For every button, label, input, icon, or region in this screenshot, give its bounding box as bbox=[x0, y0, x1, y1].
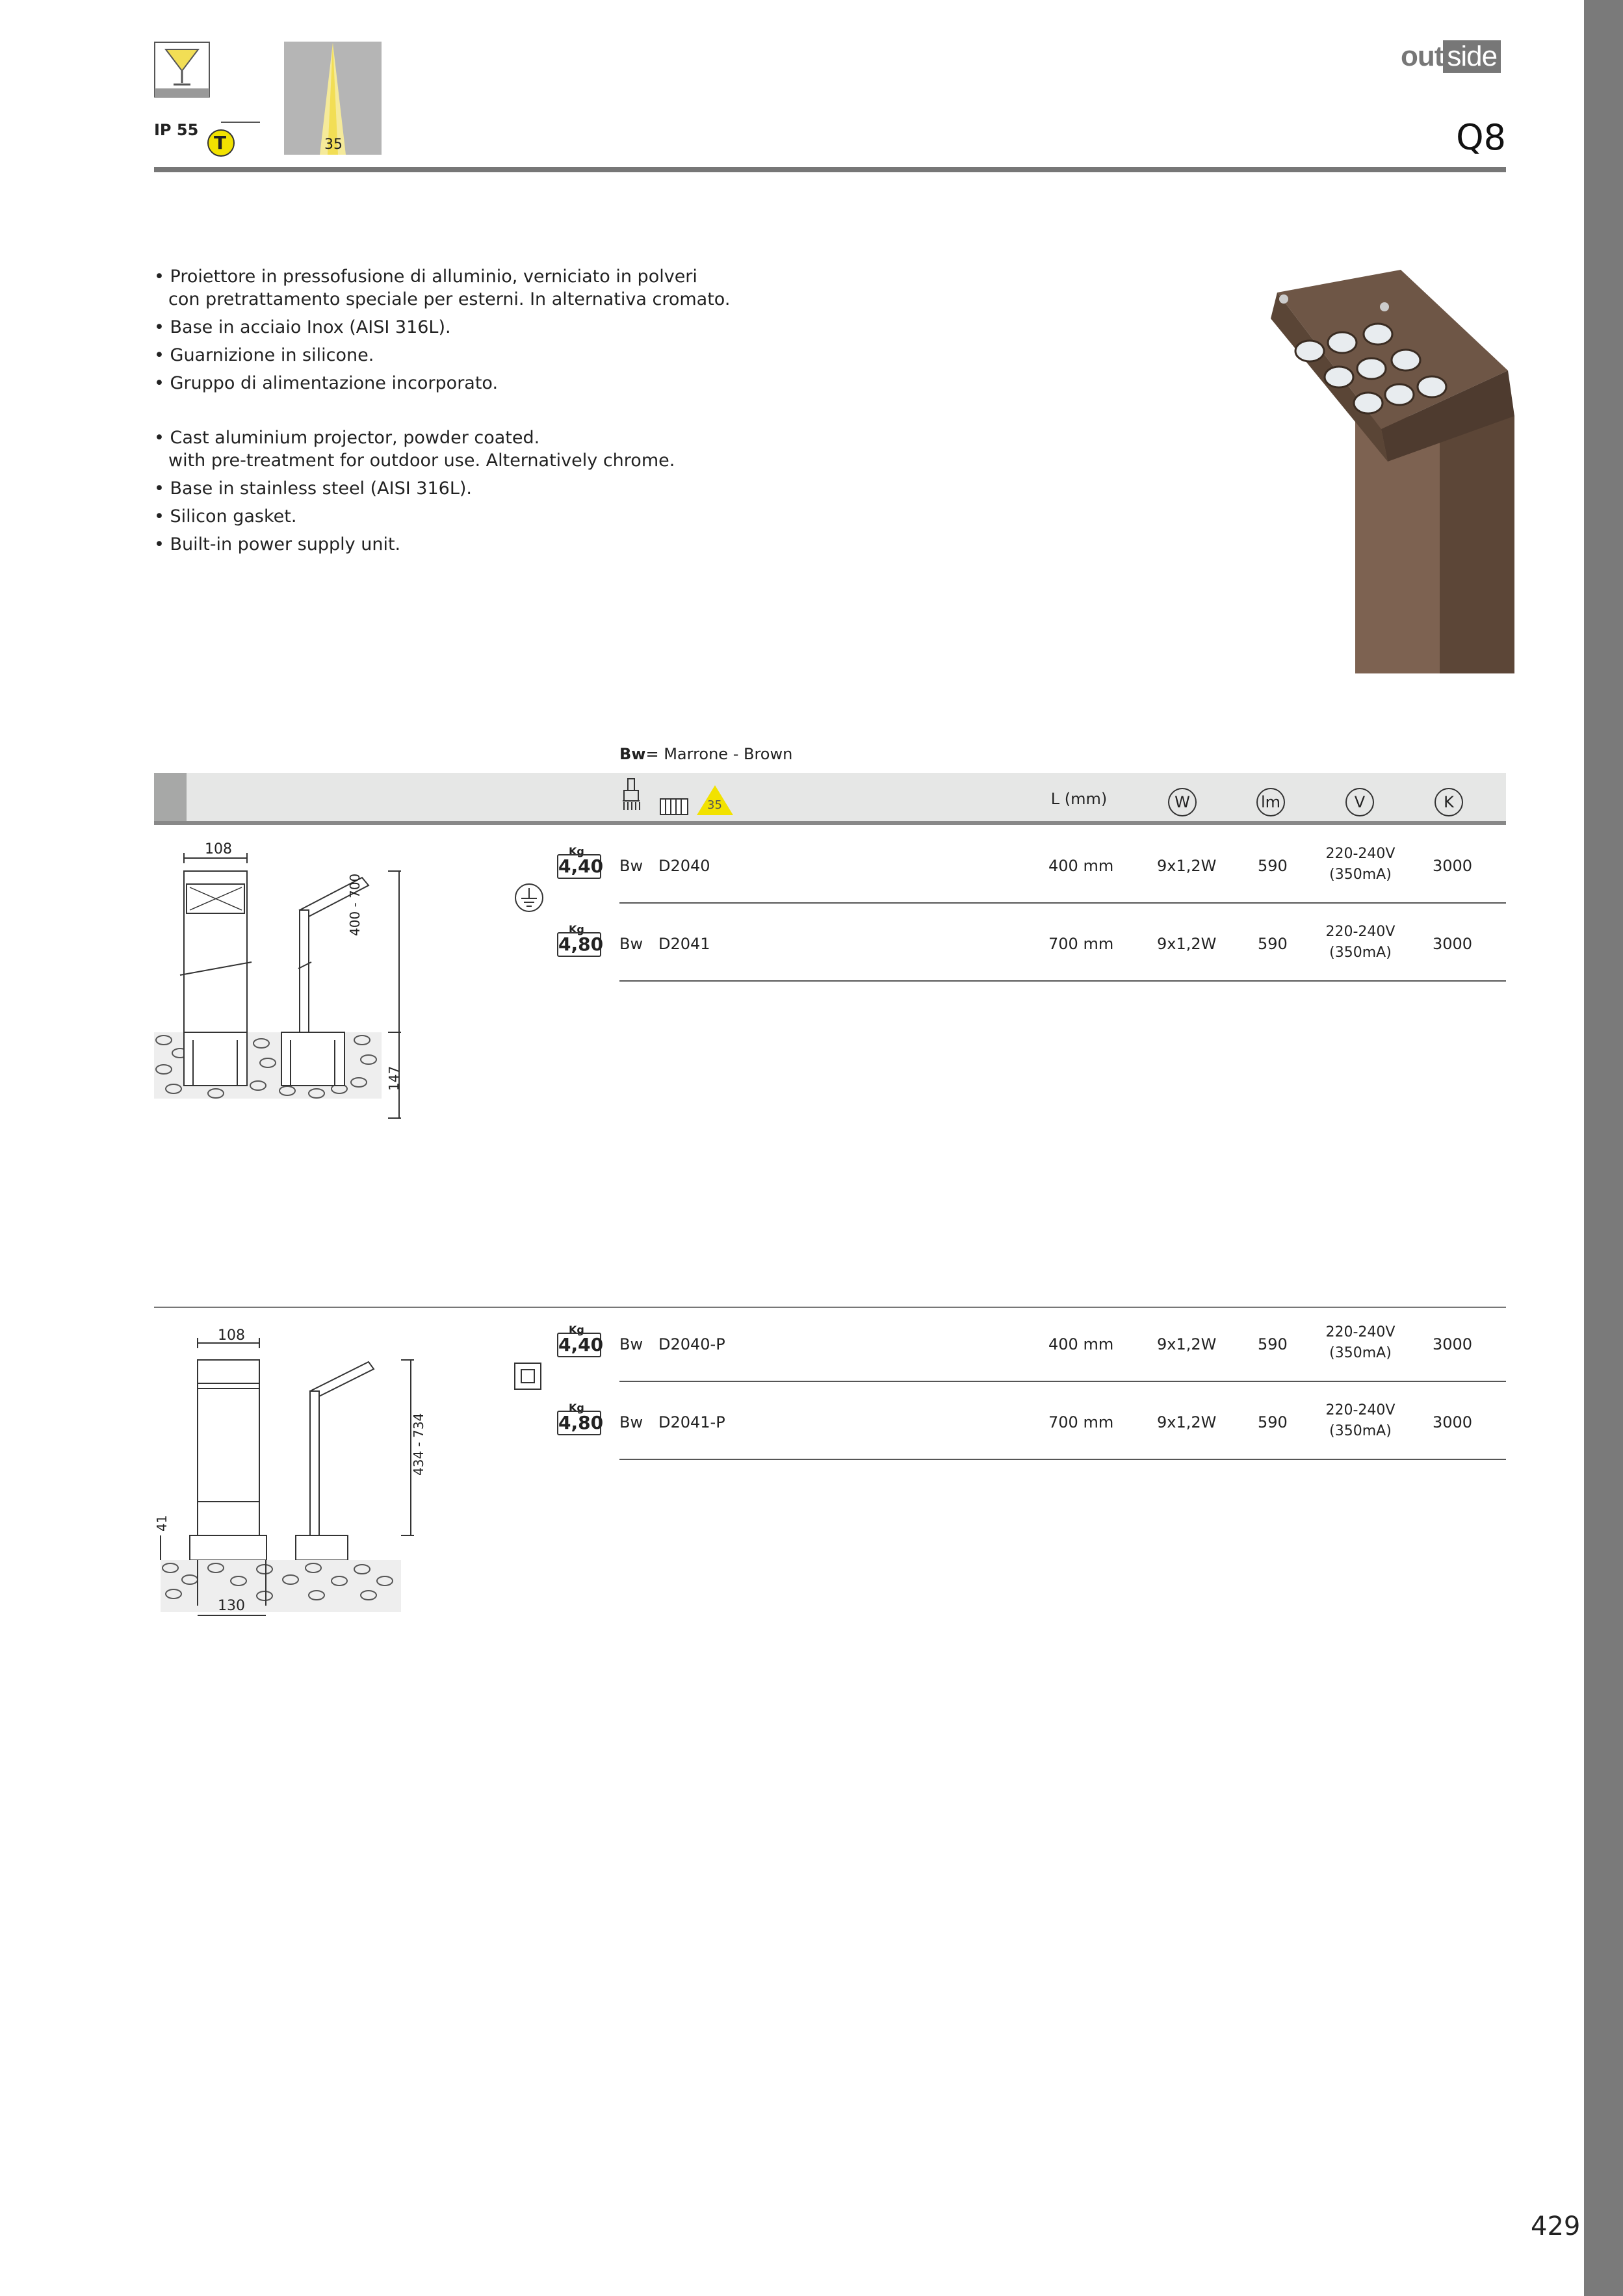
row-kelvin: 3000 bbox=[1433, 935, 1473, 953]
product-photo bbox=[1251, 267, 1514, 673]
page-edge-band bbox=[1584, 0, 1623, 2296]
row-code: D2040-P bbox=[658, 1335, 725, 1353]
row-rule bbox=[619, 1381, 1506, 1382]
desc-en-item: • Cast aluminium projector, powder coated. with pre-treatment for outdoor use. Alternatively chrome. bbox=[154, 426, 804, 472]
color-legend: Bw= Marrone - Brown bbox=[619, 745, 793, 763]
table-header-tab bbox=[154, 773, 187, 824]
row-power: 9x1,2W bbox=[1157, 857, 1217, 875]
ip-rating: IP 55 bbox=[154, 121, 199, 139]
row-color: Bw bbox=[619, 935, 643, 953]
technical-drawing-1 bbox=[154, 839, 401, 1138]
desc-it-item: • Gruppo di alimentazione incorporato. bbox=[154, 372, 804, 395]
group-separator bbox=[154, 1307, 1506, 1308]
description-italian bbox=[154, 265, 804, 400]
row-kelvin: 3000 bbox=[1433, 1413, 1473, 1431]
dim-width: 108 bbox=[205, 841, 232, 857]
row-code: D2041 bbox=[658, 935, 710, 953]
beam-warning-icon bbox=[695, 784, 734, 816]
class-2-insulation-icon bbox=[514, 1363, 541, 1390]
col-length: L (mm) bbox=[1050, 790, 1108, 808]
ground-icon bbox=[514, 883, 544, 913]
page-number: 429 bbox=[1531, 2211, 1581, 2241]
row-code: D2040 bbox=[658, 857, 710, 875]
row-volt: 220-240V (350mA) bbox=[1325, 1324, 1396, 1361]
row-length: 700 mm bbox=[1048, 1413, 1114, 1431]
desc-en-item: • Built-in power supply unit. bbox=[154, 533, 804, 556]
row-rule bbox=[619, 902, 1506, 904]
beam-angle-value: 35 bbox=[324, 137, 343, 153]
row-power: 9x1,2W bbox=[1157, 1335, 1217, 1353]
row-lumen: 590 bbox=[1258, 935, 1288, 953]
technical-drawing-2 bbox=[154, 1326, 426, 1625]
row-color: Bw bbox=[619, 1413, 643, 1431]
row-kelvin: 3000 bbox=[1433, 1335, 1473, 1353]
row-color: Bw bbox=[619, 857, 643, 875]
lamp-icon bbox=[619, 777, 645, 813]
row-code: D2041-P bbox=[658, 1413, 725, 1431]
col-lumen: lm bbox=[1256, 788, 1285, 816]
dim-height: 400 - 700 bbox=[347, 873, 363, 936]
col-volt: V bbox=[1345, 788, 1374, 816]
row-length: 400 mm bbox=[1048, 1335, 1114, 1353]
row-lumen: 590 bbox=[1258, 1413, 1288, 1431]
row-volt: 220-240V (350mA) bbox=[1325, 1402, 1396, 1439]
dim-depth: 147 bbox=[386, 1065, 402, 1091]
temperature-t-icon bbox=[201, 121, 260, 160]
dim-base-height: 41 bbox=[154, 1515, 170, 1532]
desc-en-item: • Base in stainless steel (AISI 316L). bbox=[154, 477, 804, 500]
t-badge: T bbox=[214, 132, 227, 153]
row-kelvin: 3000 bbox=[1433, 857, 1473, 875]
row-volt: 220-240V (350mA) bbox=[1325, 846, 1396, 883]
dim-height: 434 - 734 bbox=[411, 1413, 426, 1476]
row-lumen: 590 bbox=[1258, 857, 1288, 875]
row-power: 9x1,2W bbox=[1157, 935, 1217, 953]
weight-badge: Kg 4,80 bbox=[557, 923, 600, 957]
col-kelvin: K bbox=[1435, 788, 1463, 816]
row-volt: 220-240V (350mA) bbox=[1325, 924, 1396, 961]
brand-logo: out side bbox=[1401, 40, 1501, 73]
desc-en-item: • Silicon gasket. bbox=[154, 505, 804, 528]
col-watt: W bbox=[1168, 788, 1197, 816]
product-code: Q8 bbox=[1456, 117, 1506, 158]
table-header-rule bbox=[154, 821, 1506, 825]
table-header bbox=[154, 773, 1506, 824]
dim-width: 108 bbox=[218, 1327, 245, 1344]
row-lumen: 590 bbox=[1258, 1335, 1288, 1353]
beam-angle-icon bbox=[284, 42, 382, 155]
row-length: 700 mm bbox=[1048, 935, 1114, 953]
led-array-icon bbox=[660, 798, 688, 815]
row-power: 9x1,2W bbox=[1157, 1413, 1217, 1431]
weight-badge: Kg 4,40 bbox=[557, 1324, 600, 1357]
beam-value: 35 bbox=[707, 798, 722, 812]
description-english bbox=[154, 426, 804, 561]
row-rule bbox=[619, 980, 1506, 982]
dim-base-width: 130 bbox=[218, 1598, 245, 1614]
row-length: 400 mm bbox=[1048, 857, 1114, 875]
weight-badge: Kg 4,80 bbox=[557, 1402, 600, 1435]
weight-badge: Kg 4,40 bbox=[557, 845, 600, 879]
header-rule bbox=[154, 167, 1506, 172]
row-color: Bw bbox=[619, 1335, 643, 1353]
desc-it-item: • Base in acciaio Inox (AISI 316L). bbox=[154, 316, 804, 339]
desc-it-item: • Guarnizione in silicone. bbox=[154, 344, 804, 367]
row-rule bbox=[619, 1459, 1506, 1460]
beam-glass-icon bbox=[154, 42, 210, 98]
desc-it-item: • Proiettore in pressofusione di alluminio, verniciato in polveri con pretrattamento speciale per esterni. In alternativa cromato. bbox=[154, 265, 804, 311]
